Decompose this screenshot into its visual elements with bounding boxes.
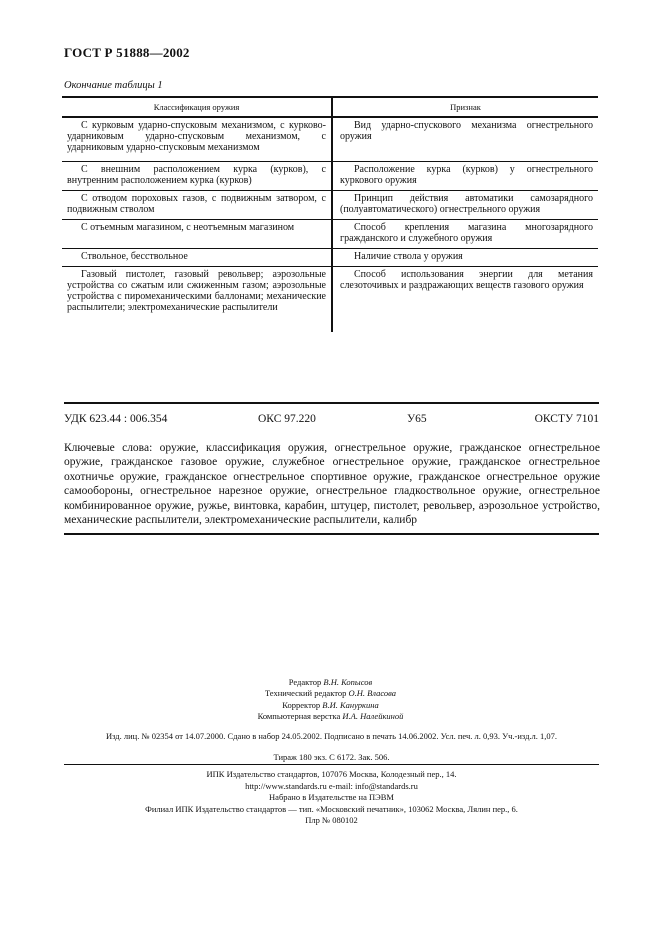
publisher-typeset: Набрано в Издательстве на ПЭВМ xyxy=(269,792,394,803)
table-row xyxy=(62,117,598,162)
section-divider-bottom xyxy=(64,533,599,535)
table-cell-attribute: Принцип действия автоматики самозарядного (полуавтоматического) огнестрельного оружия xyxy=(332,191,598,220)
table-cell-attribute: Наличие ствола у оружия xyxy=(332,249,598,267)
publisher-branch: Филиал ИПК Издательство стандартов — тип. «Московский печатник», 103062 Москва, Лялин пер., 6. xyxy=(145,803,518,814)
credit-technical-editor: Технический редактор О.Н. Власова xyxy=(264,688,397,699)
publisher-address: ИПК Издательство стандартов, 107076 Москва, Колодезный пер., 14. xyxy=(206,769,457,779)
table-row xyxy=(62,162,598,191)
table-row xyxy=(62,220,598,249)
table-cell-classification: С отводом пороховых газов, с подвижным затвором, с подвижным стволом xyxy=(62,191,332,220)
publisher-block xyxy=(64,769,599,827)
column-header-attribute: Признак xyxy=(332,97,598,117)
table-row xyxy=(62,267,598,333)
table-cell-classification: С отъемным магазином, с неотъемным магазином xyxy=(62,220,332,249)
publisher-web: http://www.standards.ru e-mail: info@standards.ru xyxy=(245,780,418,791)
oks-code: ОКС 97.220 xyxy=(258,413,316,425)
table-caption: Окончание таблицы 1 xyxy=(64,80,163,91)
standard-title: ГОСТ Р 51888—2002 xyxy=(64,45,190,60)
table-cell-attribute: Вид ударно-спускового механизма огнестрельного оружия xyxy=(332,117,598,162)
u-code: У65 xyxy=(407,413,427,425)
imprint-line-2: Тираж 180 экз. С 6172. Зак. 506. xyxy=(273,752,390,762)
table-cell-classification: С курковым ударно-спусковым механизмом, с курково-ударниковым ударно-спусковым механизмом, с ударниковым ударно-спусковым механизмом xyxy=(62,117,332,162)
credit-layout: Компьютерная верстка И.А. Налейкиной xyxy=(257,711,404,722)
credit-proofreader: Корректор В.И. Кануркина xyxy=(282,699,379,710)
credit-editor: Редактор В.Н. Копысов xyxy=(288,677,373,687)
table-row xyxy=(62,249,598,267)
classification-table xyxy=(62,96,598,332)
table-cell-classification: Газовый пистолет, газовый револьвер; аэрозольные устройства со сжатым или сжиженным газом; аэрозольные устройства с пиромеханическими баллонами; механические распылители; электромеханические распылители xyxy=(62,267,332,333)
udk-code: УДК 623.44 : 006.354 xyxy=(64,413,168,425)
table-cell-classification: С внешним расположением курка (курков), с внутренним расположением курка (курков) xyxy=(62,162,332,191)
imprint-divider xyxy=(64,764,599,765)
publisher-license: Плр № 080102 xyxy=(305,815,358,826)
column-header-classification: Классификация оружия xyxy=(62,97,332,117)
table-cell-attribute: Способ крепления магазина многозарядного гражданского и служебного оружия xyxy=(332,220,598,249)
imprint-line-1: Изд. лиц. № 02354 от 14.07.2000. Сдано в набор 24.05.2002. Подписано в печать 14.06.2002. Усл. печ. л. 0,93. Уч.-изд.л. 1,07. xyxy=(105,731,558,741)
table-row xyxy=(62,191,598,220)
table-cell-attribute: Расположение курка (курков) у огнестрельного куркового оружия xyxy=(332,162,598,191)
keywords-paragraph: Ключевые слова: оружие, классификация оружия, огнестрельное оружие, гражданское огнестрельное оружие, гражданское газовое оружие, служебное огнестрельное оружие, гражданское огнестрельное охотничье оружие, гражданское огнестрельное спортивное оружие, гражданское огнестрельное оружие самообороны, огнестрельное нарезное оружие, огнестрельное гладкоствольное оружие, огнестрельное комбинированное оружие, ружье, винтовка, карабин, штуцер, пистолет, револьвер, аэрозольное устройство, механические распылители, электромеханические распылители, калибр xyxy=(64,442,600,527)
table-cell-classification: Ствольное, бесствольное xyxy=(62,249,332,267)
okstu-code: ОКСТУ 7101 xyxy=(534,413,599,425)
table-header-row xyxy=(62,97,598,117)
table-cell-attribute: Способ использования энергии для метания слезоточивых и раздражающих веществ газового оружия xyxy=(340,269,593,291)
credits-block xyxy=(0,677,661,723)
section-divider-top xyxy=(64,402,599,404)
